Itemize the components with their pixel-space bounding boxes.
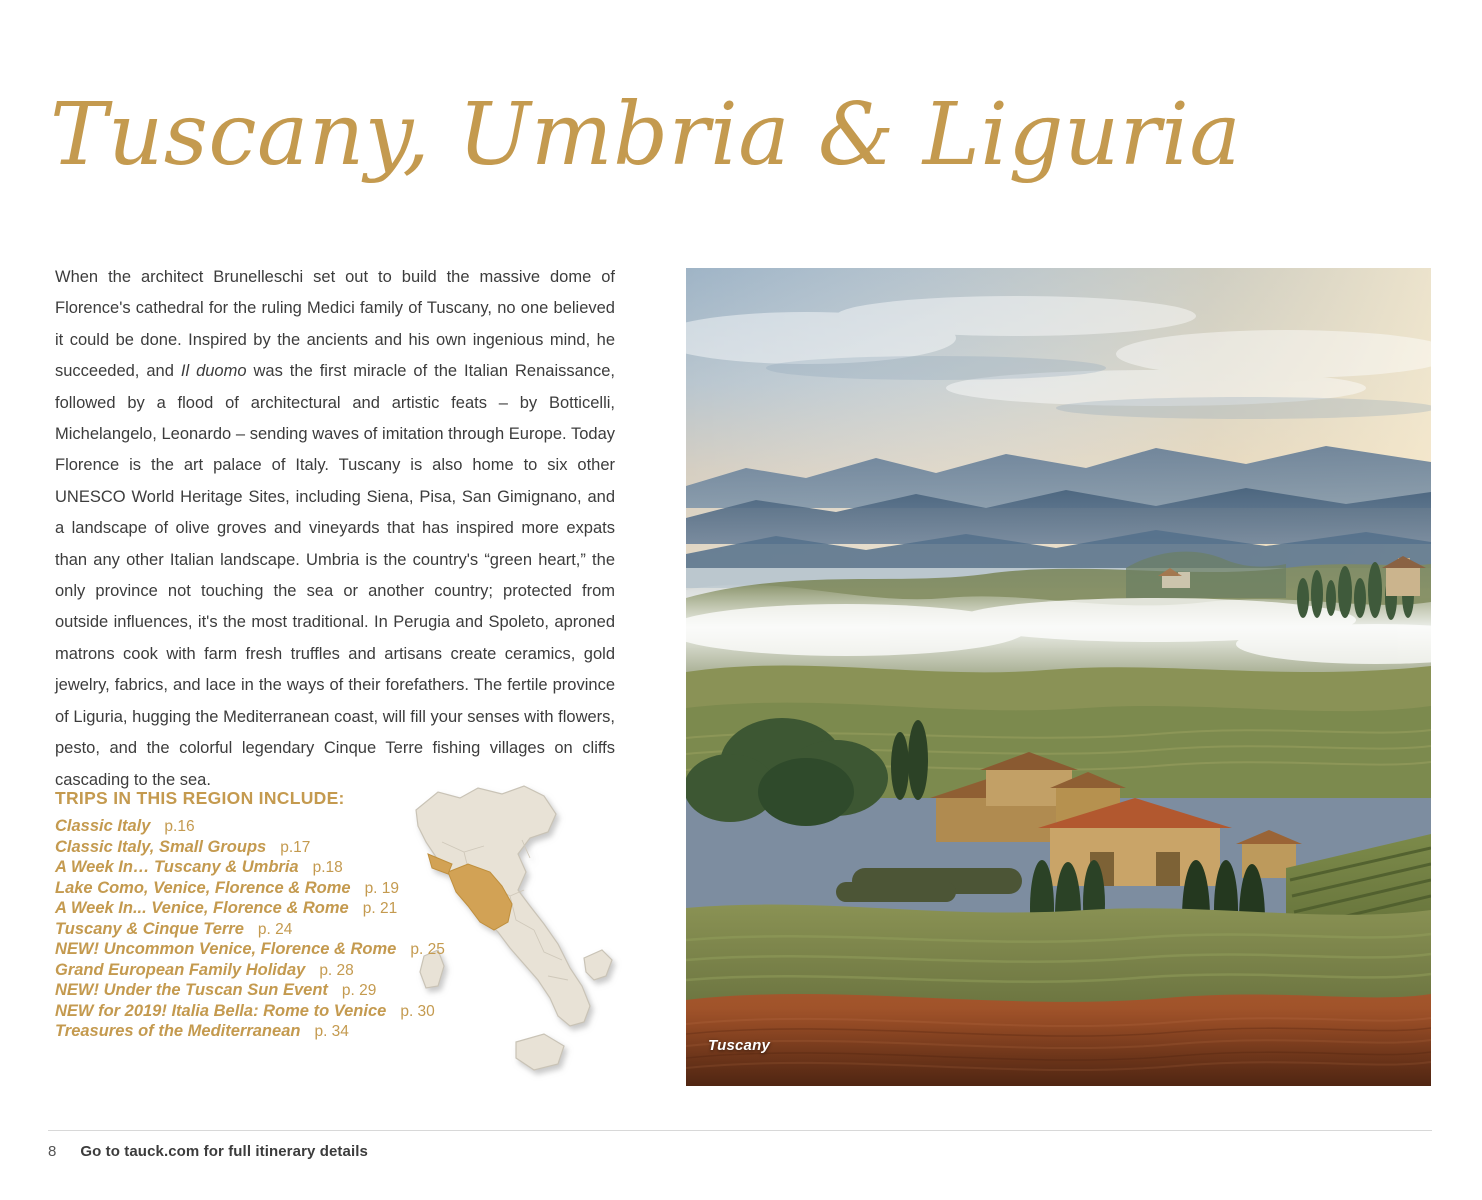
page-footer <box>48 1143 368 1160</box>
trip-page-reference: p. 30 <box>400 1002 435 1020</box>
trip-name: NEW for 2019! Italia Bella: Rome to Venice <box>55 1001 387 1020</box>
tuscany-photo <box>686 268 1431 1086</box>
photo-caption: Tuscany <box>708 1037 770 1054</box>
trip-name: Treasures of the Mediterranean <box>55 1022 301 1040</box>
trip-list-item[interactable] <box>55 838 655 857</box>
trip-list-item[interactable] <box>55 920 655 939</box>
region-description: When the architect Brunelleschi set out to build the massive dome of Florence's cathedral for the ruling Medici family of Tuscany, no one believed it could be done. Inspired by the ancients and his own ingenious mind, he succeeded, and Il duomo was the first miracle of the Italian Renaissance, followed by a flood of architectural and artistic feats – by Botticelli, Michelangelo, Leonardo – sending waves of imitation through Europe. Today Florence is the art palace of Italy. Tuscany is also home to six other UNESCO World Heritage Sites, including Siena, Pisa, San Gimignano, and a landscape of olive groves and vineyards that has inspired more expats than any other Italian landscape. Umbria is the country's “green heart,” the only province not touching the sea or another country; protected from outside influences, it's the most traditional. In Perugia and Spoleto, aproned matrons cook with farm fresh truffles and artisans create ceramics, gold jewelry, fabrics, and lace in the ways of their forefathers. The fertile province of Liguria, hugging the Mediterranean coast, will fill your senses with flowers, pesto, and the colorful legendary Cinque Terre fishing villages on cliffs cascading to the sea. <box>55 268 615 789</box>
trip-name: NEW! Uncommon Venice, Florence & Rome <box>55 940 397 958</box>
trip-page-reference: p.18 <box>312 859 343 876</box>
trip-name: Classic Italy, Small Groups <box>55 837 267 856</box>
body-column <box>55 262 615 796</box>
trip-name: Tuscany & Cinque Terre <box>55 919 244 938</box>
italic-term: Il duomo <box>180 362 247 381</box>
trip-list-item[interactable] <box>55 858 655 877</box>
footer-page-number: 8 <box>48 1143 57 1160</box>
trips-list <box>55 788 655 1043</box>
trip-list-item[interactable] <box>55 879 655 898</box>
trip-page-reference: p.16 <box>164 818 195 835</box>
trip-page-reference: p. 21 <box>362 900 398 917</box>
page-title: Tuscany, Umbria & Liguria <box>50 85 1242 185</box>
trip-name: NEW! Under the Tuscan Sun Event <box>55 981 328 999</box>
trip-list-item[interactable] <box>55 1022 655 1041</box>
trip-list-item[interactable] <box>55 1002 655 1021</box>
trip-name: Grand European Family Holiday <box>55 960 306 979</box>
footer-divider <box>48 1130 1432 1131</box>
trip-page-reference: p. 24 <box>257 920 293 938</box>
trip-name: A Week In… Tuscany & Umbria <box>55 858 299 876</box>
trip-list-item[interactable] <box>55 981 655 1000</box>
trip-page-reference: p. 34 <box>314 1023 349 1040</box>
trip-list-item[interactable] <box>55 961 655 980</box>
trip-name: Lake Como, Venice, Florence & Rome <box>55 878 351 897</box>
trip-name: Classic Italy <box>55 817 151 835</box>
trip-page-reference: p.17 <box>280 838 311 856</box>
trip-list-item[interactable] <box>55 940 655 959</box>
trips-list-rows <box>55 817 655 1041</box>
trip-page-reference: p. 19 <box>364 879 400 897</box>
trip-page-reference: p. 25 <box>410 941 445 958</box>
trip-page-reference: p. 28 <box>319 961 354 979</box>
trip-page-reference: p. 29 <box>341 982 377 999</box>
trip-list-item[interactable] <box>55 899 655 918</box>
footer-note: Go to tauck.com for full itinerary details <box>80 1143 368 1160</box>
trip-name: A Week In... Venice, Florence & Rome <box>55 899 349 917</box>
trip-list-item[interactable] <box>55 817 655 836</box>
trips-list-heading: TRIPS IN THIS REGION INCLUDE: <box>55 788 345 808</box>
